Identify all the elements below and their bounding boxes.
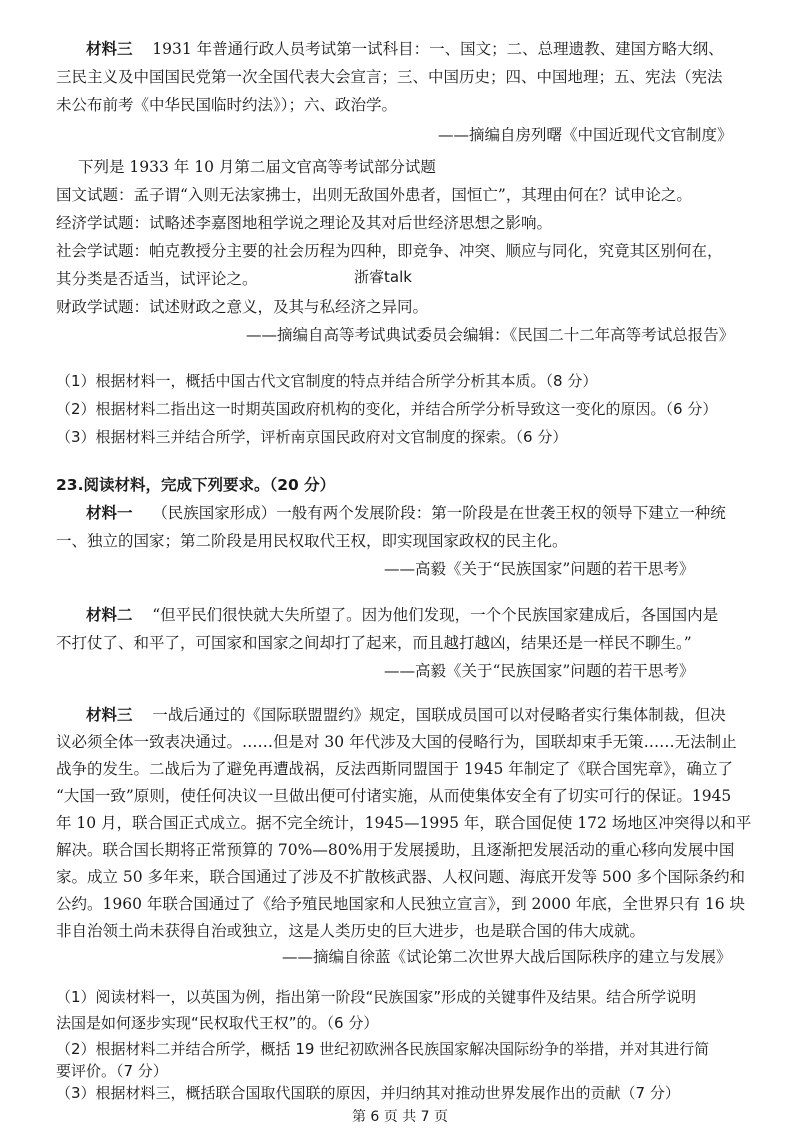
q23-material-1-text-1: （民族国家形成）一般有两个发展阶段：第一阶段是在世袭王权的领导下建立一种统: [152, 504, 726, 522]
q23-material-3-line-1: [86, 702, 726, 728]
q23-material-3-line-8: 公约。1960 年联合国通过了《给予殖民地国家和人民独立宣言》，到 2000 年底，全世界只有 16 块: [56, 895, 746, 913]
jingji-question: 经济学试题：试略述李嘉图地租学说之理论及其对后世经济思想之影响。: [56, 214, 553, 232]
q23-material-2-text-1: “但平民们很快就大失所望了。因为他们发现，一个个民族国家建成后，各国国内是: [152, 606, 719, 624]
q23-sub-3: （3）根据材料三，概括联合国取代国联的原因，并归纳其对推动世界发展作出的贡献（7 分）: [56, 1084, 680, 1102]
material-3-text-1: 1931 年普通行政人员考试第一试科目：一、国文；二、总理遗教、建国方略大纲、: [152, 40, 724, 58]
guowen-question: 国文试题：孟子谓“入则无法家拂士，出则无敌国外患者，国恒亡”，其理由何在？试申论之。: [56, 186, 692, 204]
watermark-text: 浙睿talk: [354, 268, 412, 286]
q23-material-2-line-2: 不打仗了、和平了，可国家和国家之间却打了起来，而且越打越凶，结果还是一样民不聊生。”: [56, 634, 692, 652]
q23-material-1-source: ——高毅《关于“民族国家”问题的若干思考》: [384, 560, 695, 578]
exam-intro: 下列是 1933 年 10 月第二届文官高等考试部分试题: [78, 158, 436, 176]
q23-sub-2-line-1: （2）根据材料二并结合所学，概括 19 世纪初欧洲各民族国家解决国际纷争的举措，并对其进行简: [56, 1040, 710, 1058]
q23-material-3-text-1: 一战后通过的《国际联盟盟约》规定，国联成员国可以对侵略者实行集体制裁，但决: [152, 706, 726, 724]
q23-material-2-label: 材料二: [86, 606, 133, 624]
page-footer: 第 6 页 共 7 页: [351, 1109, 449, 1125]
q22-sub-3: （3）根据材料三并结合所学，评析南京国民政府对文官制度的探索。（6 分）: [56, 428, 568, 446]
q23-material-1-label: 材料一: [86, 504, 133, 522]
caizheng-question: 财政学试题：试述财政之意义，及其与私经济之异同。: [56, 298, 429, 316]
q23-material-3-line-9: 非自治领土尚未获得自治或独立，这是人类历史的巨大进步，也是联合国的伟大成就。: [56, 922, 646, 940]
material-3-line-1: [86, 36, 724, 62]
q23-material-2-source: ——高毅《关于“民族国家”问题的若干思考》: [384, 662, 695, 680]
material-3-source: ——摘编自房列曙《中国近现代文官制度》: [438, 126, 733, 144]
q23-sub-2-line-2: 要评价。（7 分）: [56, 1062, 168, 1080]
q23-material-3-line-5: 年 10 月，联合国正式成立。据不完全统计，1945—1995 年，联合国促使 172 场地区冲突得以和平: [56, 814, 752, 832]
q22-sub-2: （2）根据材料二指出这一时期英国政府机构的变化，并结合所学分析导致这一变化的原因。（6 分）: [56, 400, 718, 418]
q23-material-2-line-1: [86, 602, 718, 628]
shehui-question-1: 社会学试题：帕克教授分主要的社会历程为四种，即竞争、冲突、顺应与同化，究竟其区别何在，: [56, 242, 723, 260]
q23-material-3-label: 材料三: [86, 706, 133, 724]
q23-material-3-line-3: 战争的发生。二战后为了避免再遭战祸，反法西斯同盟国于 1945 年制定了《联合国宪章》，确立了: [56, 760, 734, 778]
q23-title: 23.阅读材料，完成下列要求。（20 分）: [56, 476, 336, 494]
material-3-line-3: 未公布前考《中华民国临时约法》）；六、政治学。: [56, 96, 398, 114]
q23-material-1-line-1: [86, 500, 726, 526]
q23-material-3-line-6: 解决。联合国长期将正常预算的 70%—80%用于发展援助，且逐渐把发展活动的重心移向发展中国: [56, 841, 735, 859]
q23-material-1-line-2: 一、独立的国家；第二阶段是用民权取代王权，即实现国家政权的民主化。: [56, 532, 568, 550]
shehui-question-2: 其分类是否适当，试评论之。: [56, 270, 258, 288]
q23-sub-1-line-1: （1）阅读材料一，以英国为例，指出第一阶段“民族国家”形成的关键事件及结果。结合所学说明: [56, 988, 697, 1006]
material-3-line-2: 三民主义及中国国民党第一次全国代表大会宣言；三、中国历史；四、中国地理；五、宪法（宪法: [56, 68, 723, 86]
q22-sub-1: （1）根据材料一，概括中国古代文官制度的特点并结合所学分析其本质。（8 分）: [56, 372, 598, 390]
q23-material-3-line-7: 家。成立 50 多年来，联合国通过了涉及不扩散核武器、人权问题、海底开发等 500 多个国际条约和: [56, 868, 746, 886]
exam-report-source: ——摘编自高等考试典试委员会编辑：《民国二十二年高等考试总报告》: [246, 326, 735, 344]
material-3-label: 材料三: [86, 40, 133, 58]
q23-material-3-source: ——摘编自徐蓝《试论第二次世界大战后国际秩序的建立与发展》: [282, 948, 732, 966]
q23-sub-1-line-2: 法国是如何逐步实现“民权取代王权”的。（6 分）: [56, 1014, 379, 1032]
q23-material-3-line-4: “大国一致”原则，使任何决议一旦做出便可付诸实施，从而使集体安全有了切实可行的保证。1945: [56, 787, 732, 805]
q23-material-3-line-2: 议必须全体一致表决通过。……但是对 30 年代涉及大国的侵略行为，国联却束手无策……无法制止: [56, 733, 737, 751]
